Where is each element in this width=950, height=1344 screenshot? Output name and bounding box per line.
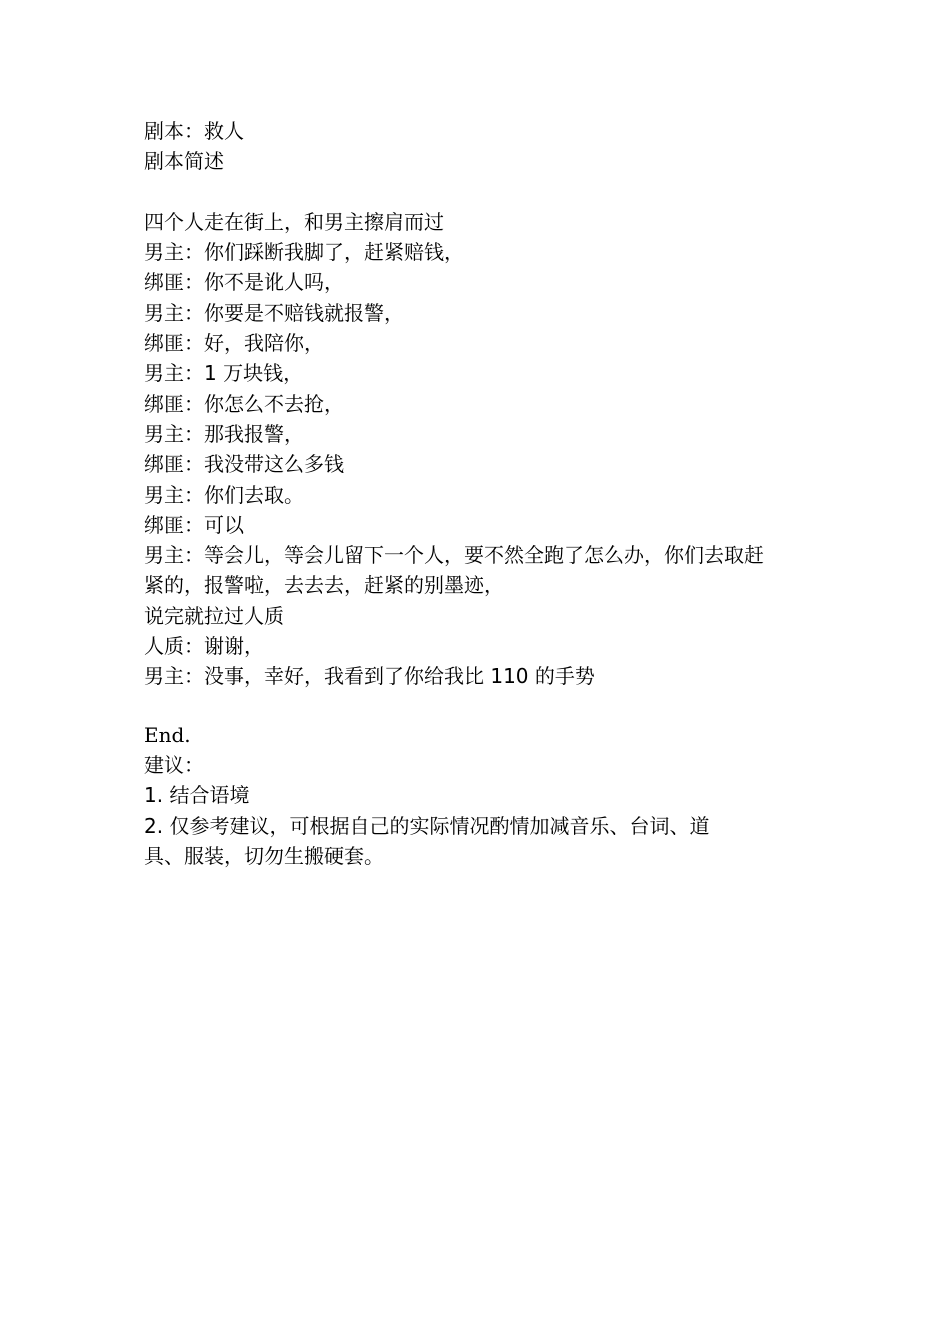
script-line: 男主：1 万块钱， (144, 361, 304, 386)
blank-line (144, 692, 804, 720)
script-line: 男主：没事，幸好，我看到了你给我比 110 的手势 (144, 664, 595, 689)
script-line: 男主：那我报警， (144, 421, 304, 446)
script-line: 四个人走在街上，和男主擦肩而过 (144, 209, 444, 234)
suggestion-item: 1. 结合语境 (144, 783, 250, 808)
end-marker: End. (144, 722, 191, 747)
document-body (144, 116, 804, 871)
script-line: 男主：你们踩断我脚了，赶紧赔钱， (144, 240, 464, 265)
summary-heading: 剧本简述 (144, 149, 224, 174)
suggestion-item: 具、服装，切勿生搬硬套。 (144, 843, 384, 868)
script-line: 说完就拉过人质 (144, 603, 284, 628)
script-line: 男主：等会儿，等会儿留下一个人，要不然全跑了怎么办，你们去取赶 (144, 543, 764, 568)
script-line: 人质：谢谢， (144, 634, 264, 659)
script-line: 男主：你们去取。 (144, 482, 304, 507)
script-line: 绑匪：可以 (144, 512, 244, 537)
suggestion-item: 2. 仅参考建议，可根据自己的实际情况酌情加减音乐、台词、道 (144, 813, 710, 838)
script-line: 绑匪：你怎么不去抢， (144, 391, 344, 416)
blank-line (144, 177, 804, 207)
script-line: 绑匪：好，我陪你， (144, 331, 324, 356)
script-line: 绑匪：你不是讹人吗， (144, 270, 344, 295)
suggestion-heading: 建议： (144, 752, 204, 777)
script-line: 绑匪：我没带这么多钱 (144, 452, 344, 477)
script-line: 紧的，报警啦，去去去，赶紧的别墨迹， (144, 573, 504, 598)
script-line: 男主：你要是不赔钱就报警， (144, 300, 404, 325)
script-title: 剧本：救人 (144, 119, 244, 143)
